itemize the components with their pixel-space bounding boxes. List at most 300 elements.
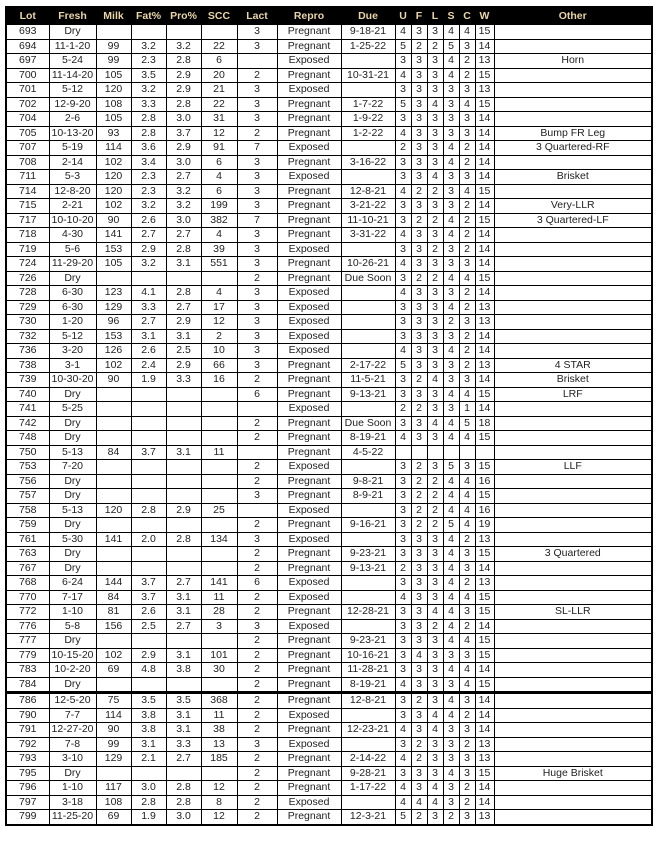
- cell-fat-pct: 1.9: [131, 810, 166, 825]
- cell-other: [494, 737, 652, 752]
- column-header-fresh: Fresh: [49, 7, 96, 25]
- cell-milk: 69: [96, 663, 131, 678]
- cell-fresh: 7-20: [49, 460, 96, 475]
- cell-l: 3: [427, 141, 443, 156]
- cell-milk: [96, 416, 131, 431]
- cell-u: 3: [395, 708, 411, 723]
- cell-w: 15: [475, 590, 494, 605]
- cell-l: 2: [427, 39, 443, 54]
- cell-f: 2: [411, 213, 427, 228]
- cell-u: 3: [395, 503, 411, 518]
- cell-repro: Pregnant: [277, 387, 341, 402]
- cell-fat-pct: 2.4: [131, 358, 166, 373]
- cell-repro: Exposed: [277, 300, 341, 315]
- cell-u: 4: [395, 344, 411, 359]
- table-row: [6, 271, 652, 286]
- table-row: [6, 141, 652, 156]
- cattle-data-table: [5, 6, 653, 826]
- cell-other: [494, 431, 652, 446]
- cell-fresh: 5-12: [49, 83, 96, 98]
- table-row: [6, 561, 652, 576]
- table-row: [6, 315, 652, 330]
- cell-u: 4: [395, 590, 411, 605]
- cell-pro-pct: [166, 474, 201, 489]
- cell-scc: 382: [201, 213, 237, 228]
- cell-lact: 3: [237, 170, 277, 185]
- table-row: [6, 605, 652, 620]
- cell-l: 3: [427, 677, 443, 693]
- cell-due: [341, 344, 395, 359]
- cell-repro: Pregnant: [277, 752, 341, 767]
- cell-c: 4: [459, 677, 475, 693]
- cell-f: 3: [411, 141, 427, 156]
- cell-lact: [237, 402, 277, 417]
- cell-u: 4: [395, 781, 411, 796]
- column-header-lot: Lot: [6, 7, 49, 25]
- cell-fresh: 7-7: [49, 708, 96, 723]
- cell-milk: 105: [96, 257, 131, 272]
- cell-other: [494, 445, 652, 460]
- cell-repro: Pregnant: [277, 648, 341, 663]
- cell-w: 14: [475, 708, 494, 723]
- cell-s: 3: [443, 781, 459, 796]
- cell-milk: 153: [96, 329, 131, 344]
- cell-w: 16: [475, 474, 494, 489]
- cell-c: 4: [459, 184, 475, 199]
- cell-due: [341, 795, 395, 810]
- cell-fresh: 6-24: [49, 576, 96, 591]
- cell-u: 3: [395, 300, 411, 315]
- cell-c: 3: [459, 257, 475, 272]
- cell-lact: 2: [237, 781, 277, 796]
- cell-milk: [96, 431, 131, 446]
- cell-milk: [96, 518, 131, 533]
- cell-w: 13: [475, 810, 494, 825]
- cell-repro: Pregnant: [277, 358, 341, 373]
- cell-lot: 726: [6, 271, 49, 286]
- cell-fat-pct: 3.1: [131, 737, 166, 752]
- table-row: [6, 648, 652, 663]
- cell-due: [341, 329, 395, 344]
- cell-other: 3 Quartered-LF: [494, 213, 652, 228]
- cell-lact: 3: [237, 257, 277, 272]
- cell-c: 2: [459, 286, 475, 301]
- cell-pro-pct: 3.1: [166, 723, 201, 738]
- cell-fresh: 2-6: [49, 112, 96, 127]
- cell-due: [341, 402, 395, 417]
- cell-repro: Exposed: [277, 54, 341, 69]
- cell-w: 14: [475, 257, 494, 272]
- cell-w: [475, 445, 494, 460]
- cell-due: 2-14-22: [341, 752, 395, 767]
- cell-due: [341, 170, 395, 185]
- cell-f: 3: [411, 25, 427, 40]
- table-row: [6, 634, 652, 649]
- cell-l: 3: [427, 68, 443, 83]
- cell-l: 3: [427, 810, 443, 825]
- cell-other: [494, 810, 652, 825]
- cell-u: 3: [395, 199, 411, 214]
- cell-due: 11-28-21: [341, 663, 395, 678]
- cell-lot: 793: [6, 752, 49, 767]
- table-row: [6, 663, 652, 678]
- cell-milk: 120: [96, 170, 131, 185]
- cell-s: 3: [443, 83, 459, 98]
- cell-repro: Pregnant: [277, 489, 341, 504]
- cell-scc: [201, 416, 237, 431]
- cell-lot: 748: [6, 431, 49, 446]
- cell-lot: 795: [6, 766, 49, 781]
- cell-fat-pct: 3.7: [131, 445, 166, 460]
- cell-milk: 129: [96, 300, 131, 315]
- cell-c: 3: [459, 373, 475, 388]
- cell-fat-pct: [131, 489, 166, 504]
- cell-f: 3: [411, 68, 427, 83]
- cell-lot: 753: [6, 460, 49, 475]
- column-header-fat-pct: Fat%: [131, 7, 166, 25]
- cell-due: 3-16-22: [341, 155, 395, 170]
- cell-scc: 4: [201, 286, 237, 301]
- cell-fat-pct: 3.3: [131, 300, 166, 315]
- cell-repro: Pregnant: [277, 677, 341, 693]
- cell-c: 4: [459, 271, 475, 286]
- cell-milk: 84: [96, 590, 131, 605]
- cell-scc: [201, 489, 237, 504]
- cell-fat-pct: 2.3: [131, 184, 166, 199]
- cell-fresh: Dry: [49, 766, 96, 781]
- cell-u: 4: [395, 25, 411, 40]
- cell-milk: 114: [96, 708, 131, 723]
- cell-due: 1-2-22: [341, 126, 395, 141]
- cell-scc: 3: [201, 619, 237, 634]
- table-row: [6, 810, 652, 825]
- cell-c: 3: [459, 460, 475, 475]
- cell-pro-pct: 2.8: [166, 54, 201, 69]
- cell-c: [459, 445, 475, 460]
- cell-fat-pct: 2.5: [131, 619, 166, 634]
- table-row: [6, 344, 652, 359]
- cell-fresh: 10-10-20: [49, 213, 96, 228]
- cell-other: [494, 590, 652, 605]
- cell-c: 2: [459, 155, 475, 170]
- cell-s: 4: [443, 228, 459, 243]
- cell-milk: 141: [96, 532, 131, 547]
- cell-u: 2: [395, 402, 411, 417]
- cell-l: 3: [427, 199, 443, 214]
- table-row: [6, 431, 652, 446]
- table-row: [6, 242, 652, 257]
- cell-due: [341, 503, 395, 518]
- cell-fat-pct: 1.9: [131, 373, 166, 388]
- cell-due: 1-17-22: [341, 781, 395, 796]
- cell-f: 3: [411, 300, 427, 315]
- cell-pro-pct: 3.1: [166, 708, 201, 723]
- cell-l: 4: [427, 723, 443, 738]
- cell-f: 3: [411, 228, 427, 243]
- cell-lact: 2: [237, 752, 277, 767]
- cell-fat-pct: 2.1: [131, 752, 166, 767]
- cell-f: 2: [411, 489, 427, 504]
- cell-c: 3: [459, 766, 475, 781]
- cell-lot: 729: [6, 300, 49, 315]
- cell-scc: 17: [201, 300, 237, 315]
- cell-pro-pct: 2.5: [166, 344, 201, 359]
- cell-c: 4: [459, 634, 475, 649]
- cell-w: 14: [475, 170, 494, 185]
- cell-l: 4: [427, 781, 443, 796]
- cell-scc: [201, 402, 237, 417]
- cell-fresh: 10-2-20: [49, 663, 96, 678]
- cell-pro-pct: 2.7: [166, 576, 201, 591]
- cell-other: [494, 561, 652, 576]
- cell-repro: Pregnant: [277, 445, 341, 460]
- cell-scc: 8: [201, 795, 237, 810]
- cell-f: 2: [411, 518, 427, 533]
- cell-pro-pct: [166, 460, 201, 475]
- table-row: [6, 25, 652, 40]
- cell-fresh: 3-1: [49, 358, 96, 373]
- cell-other: [494, 39, 652, 54]
- cell-c: 2: [459, 242, 475, 257]
- cell-due: 10-26-21: [341, 257, 395, 272]
- table-row: [6, 445, 652, 460]
- cell-pro-pct: 3.0: [166, 213, 201, 228]
- cell-scc: 10: [201, 344, 237, 359]
- cell-f: 2: [411, 474, 427, 489]
- cell-lact: [237, 503, 277, 518]
- cell-f: 3: [411, 605, 427, 620]
- table-row: [6, 416, 652, 431]
- cell-w: 14: [475, 619, 494, 634]
- cell-repro: Pregnant: [277, 126, 341, 141]
- cell-fresh: 7-8: [49, 737, 96, 752]
- cell-scc: [201, 474, 237, 489]
- cell-lot: 779: [6, 648, 49, 663]
- cell-fat-pct: 3.5: [131, 693, 166, 709]
- table-row: [6, 708, 652, 723]
- cell-other: [494, 532, 652, 547]
- cell-lot: 704: [6, 112, 49, 127]
- cell-fresh: Dry: [49, 677, 96, 693]
- cell-s: 4: [443, 708, 459, 723]
- column-header-f: F: [411, 7, 427, 25]
- cell-due: 11-5-21: [341, 373, 395, 388]
- cell-lot: 715: [6, 199, 49, 214]
- cell-due: [341, 576, 395, 591]
- cell-milk: [96, 561, 131, 576]
- cell-fat-pct: [131, 431, 166, 446]
- cell-fat-pct: [131, 634, 166, 649]
- cell-pro-pct: 3.1: [166, 605, 201, 620]
- column-header-other: Other: [494, 7, 652, 25]
- cell-fat-pct: 3.7: [131, 590, 166, 605]
- cell-pro-pct: 3.1: [166, 329, 201, 344]
- cell-due: [341, 460, 395, 475]
- cell-fat-pct: [131, 416, 166, 431]
- cell-due: 8-19-21: [341, 431, 395, 446]
- cell-fresh: 5-25: [49, 402, 96, 417]
- cell-w: 15: [475, 184, 494, 199]
- cell-u: 4: [395, 228, 411, 243]
- cell-f: 3: [411, 576, 427, 591]
- cell-l: 2: [427, 489, 443, 504]
- cell-other: [494, 83, 652, 98]
- cell-milk: 81: [96, 605, 131, 620]
- cell-u: 4: [395, 677, 411, 693]
- cell-s: 3: [443, 199, 459, 214]
- cell-u: 4: [395, 126, 411, 141]
- cell-w: 13: [475, 737, 494, 752]
- cell-repro: Pregnant: [277, 271, 341, 286]
- cell-f: 2: [411, 810, 427, 825]
- cell-s: 4: [443, 590, 459, 605]
- table-row: [6, 213, 652, 228]
- table-row: [6, 752, 652, 767]
- cell-s: 3: [443, 402, 459, 417]
- cell-fresh: 1-20: [49, 315, 96, 330]
- cell-milk: 102: [96, 648, 131, 663]
- cell-l: 3: [427, 286, 443, 301]
- cell-due: [341, 54, 395, 69]
- cell-u: 3: [395, 518, 411, 533]
- cell-milk: 90: [96, 213, 131, 228]
- cell-f: 2: [411, 184, 427, 199]
- cell-lot: 708: [6, 155, 49, 170]
- cell-other: [494, 402, 652, 417]
- cell-fat-pct: [131, 518, 166, 533]
- table-row: [6, 781, 652, 796]
- cell-other: [494, 489, 652, 504]
- cell-lot: 705: [6, 126, 49, 141]
- cell-milk: 96: [96, 315, 131, 330]
- cell-fresh: 4-30: [49, 228, 96, 243]
- cell-l: 3: [427, 257, 443, 272]
- cell-repro: Exposed: [277, 576, 341, 591]
- cell-other: Brisket: [494, 373, 652, 388]
- cell-other: [494, 68, 652, 83]
- cell-w: 14: [475, 112, 494, 127]
- column-header-milk: Milk: [96, 7, 131, 25]
- cell-due: 10-16-21: [341, 648, 395, 663]
- cell-other: [494, 329, 652, 344]
- cell-due: 1-25-22: [341, 39, 395, 54]
- cell-fresh: 3-10: [49, 752, 96, 767]
- column-header-c: C: [459, 7, 475, 25]
- cell-f: 3: [411, 126, 427, 141]
- cell-milk: 102: [96, 199, 131, 214]
- cell-l: 3: [427, 155, 443, 170]
- cell-fresh: 3-20: [49, 344, 96, 359]
- cell-fresh: Dry: [49, 561, 96, 576]
- cell-c: 2: [459, 228, 475, 243]
- cell-fat-pct: 3.2: [131, 39, 166, 54]
- cell-due: 3-31-22: [341, 228, 395, 243]
- cell-s: 3: [443, 373, 459, 388]
- table-body: [6, 25, 652, 825]
- cell-w: 19: [475, 518, 494, 533]
- cell-fat-pct: 3.2: [131, 199, 166, 214]
- cell-f: 3: [411, 766, 427, 781]
- cell-repro: Exposed: [277, 590, 341, 605]
- cell-u: 4: [395, 68, 411, 83]
- cell-milk: [96, 547, 131, 562]
- cell-other: [494, 663, 652, 678]
- cell-s: 4: [443, 619, 459, 634]
- cell-scc: 2: [201, 329, 237, 344]
- cell-lact: 2: [237, 126, 277, 141]
- cell-u: 3: [395, 329, 411, 344]
- cell-scc: 4: [201, 170, 237, 185]
- cell-due: [341, 708, 395, 723]
- cell-repro: Pregnant: [277, 634, 341, 649]
- column-header-scc: SCC: [201, 7, 237, 25]
- cell-due: 12-3-21: [341, 810, 395, 825]
- cell-l: 3: [427, 547, 443, 562]
- cell-u: 3: [395, 112, 411, 127]
- cell-scc: [201, 387, 237, 402]
- cell-repro: Pregnant: [277, 416, 341, 431]
- cell-f: 3: [411, 708, 427, 723]
- cell-milk: 102: [96, 155, 131, 170]
- cell-scc: 6: [201, 155, 237, 170]
- cell-l: 3: [427, 460, 443, 475]
- cell-f: 2: [411, 503, 427, 518]
- cell-lact: 3: [237, 112, 277, 127]
- cell-l: [427, 445, 443, 460]
- cell-u: 3: [395, 170, 411, 185]
- cell-c: 3: [459, 170, 475, 185]
- cell-fresh: 3-18: [49, 795, 96, 810]
- cell-milk: 99: [96, 39, 131, 54]
- cell-fat-pct: 3.3: [131, 97, 166, 112]
- cell-c: 4: [459, 97, 475, 112]
- cell-u: 3: [395, 648, 411, 663]
- table-row: [6, 489, 652, 504]
- cell-lot: 694: [6, 39, 49, 54]
- cell-pro-pct: [166, 387, 201, 402]
- cell-lot: 790: [6, 708, 49, 723]
- cell-due: 12-23-21: [341, 723, 395, 738]
- cell-c: 3: [459, 126, 475, 141]
- cell-milk: 129: [96, 752, 131, 767]
- table-row: [6, 286, 652, 301]
- cell-scc: 11: [201, 445, 237, 460]
- cell-scc: 16: [201, 373, 237, 388]
- cell-l: 3: [427, 228, 443, 243]
- cell-s: 4: [443, 68, 459, 83]
- cell-lact: 2: [237, 708, 277, 723]
- table-row: [6, 373, 652, 388]
- cell-fresh: 5-30: [49, 532, 96, 547]
- cell-other: [494, 474, 652, 489]
- cell-l: 3: [427, 112, 443, 127]
- cell-lact: 2: [237, 663, 277, 678]
- cell-f: 3: [411, 416, 427, 431]
- table-row: [6, 257, 652, 272]
- cell-other: SL-LLR: [494, 605, 652, 620]
- cell-c: 4: [459, 503, 475, 518]
- cell-lact: 3: [237, 155, 277, 170]
- cell-u: 3: [395, 387, 411, 402]
- cell-c: 3: [459, 315, 475, 330]
- cell-f: 3: [411, 547, 427, 562]
- cell-repro: Pregnant: [277, 373, 341, 388]
- cell-u: 3: [395, 634, 411, 649]
- cell-f: 3: [411, 677, 427, 693]
- cell-lact: 2: [237, 766, 277, 781]
- cell-fresh: Dry: [49, 25, 96, 40]
- cell-s: 3: [443, 184, 459, 199]
